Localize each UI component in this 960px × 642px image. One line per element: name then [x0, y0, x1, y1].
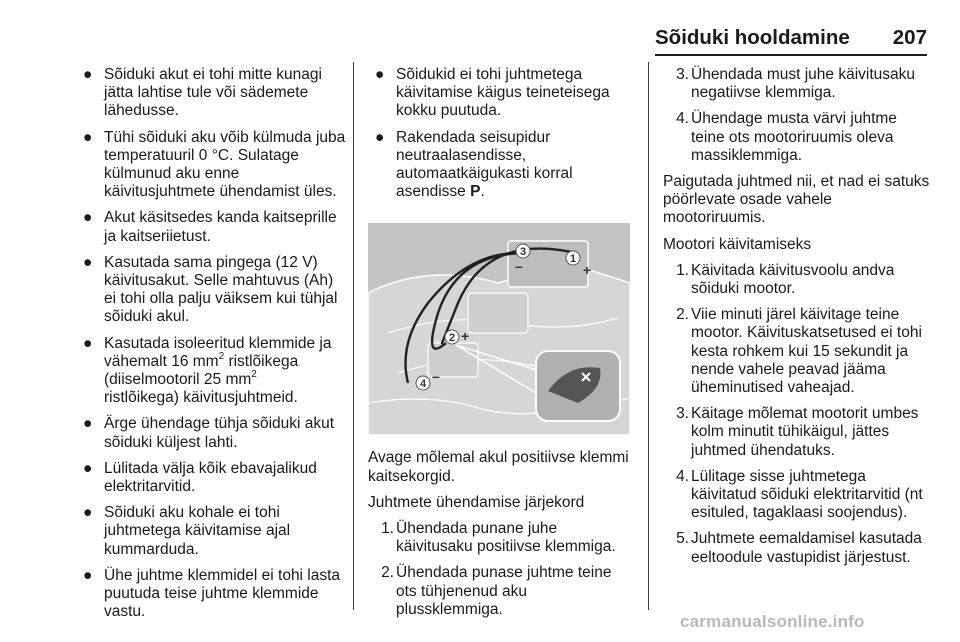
list-item: 1. Käivitada käivitusvoolu andva sõiduki mootor. [676, 261, 895, 298]
list-item: ● Ärge ühendage tühja sõiduki akut sõiduki küljest lahti. [83, 415, 335, 451]
bullet-icon: ● [83, 128, 93, 146]
marker-4: 4 [419, 378, 427, 391]
page-number: 207 [892, 26, 927, 49]
paragraph: Juhtmete ühendamise järjekord [368, 493, 585, 511]
list-item: ● Sõiduki aku kohale ei tohi juhtmetega käivitamise ajal kummarduda. [83, 504, 291, 558]
bullet-icon: ● [375, 66, 385, 83]
bullet-icon: ● [83, 253, 93, 271]
list-item: 5. Juhtmete eemaldamisel kasutada eeltoodule vastupidist järjestust. [676, 530, 922, 566]
column-divider-1 [353, 62, 354, 610]
list-item: ● Lülitada välja kõik ebavajalikud elektritarvitid. [83, 459, 317, 496]
bullet-icon: ● [83, 504, 93, 522]
list-item: ● Kasutada isoleeritud klemmide ja vähemalt 16 $mm^2$ ristlõikega (diiselmootoril 25 $mm^2$ ristlõikega) käivitusjuhtmeid. [83, 334, 332, 407]
watermark: carmanualsonline.info [680, 612, 865, 631]
jump-start-illustration [368, 223, 630, 435]
engine-bay-drawing [368, 223, 630, 435]
bullet-icon: ● [83, 66, 93, 83]
list-item: 2. Ühendada punase juhtme teine ots tühjenenud aku plussklemmiga. [381, 564, 612, 618]
list-item: ● Kasutada sama pingega (12 V) käivitusakut. Selle mahtuvus (Ah) ei tohi olla palju väiksem kui tühjal sõiduki akul. [83, 253, 338, 326]
column-3 [663, 66, 931, 575]
page-header [655, 26, 927, 52]
list-item: 2. Viie minuti järel käivitage teine mootor. Käivituskatsetused ei tohi kesta rohkem kui 15 sekundit ja nende vahele peavad jääma üheminutised vaheajad. [676, 306, 922, 397]
bullet-icon: ● [83, 334, 93, 352]
paragraph: Avage mõlemal akul positiivse klemmi kaitsekorgid. [368, 449, 629, 485]
list-item: 4. Ühendage musta värvi juhtme teine ots mootoriruumis oleva massiklemmiga. [676, 110, 897, 164]
list-item: ● Ühe juhtme klemmidel ei tohi lasta puutuda teise juhtme klemmide vastu. [83, 566, 341, 621]
bullet-icon: ● [375, 128, 385, 146]
bullet-icon: ● [83, 566, 93, 584]
list-item: ● Sõidukid ei tohi juhtmetega käivitamise käigus teineteisega kokku puutuda. [375, 66, 610, 120]
list-item: ● Tühi sõiduki aku võib külmuda juba temperatuuril 0 °C. Sulatage külmunud aku enne käivitusjuhtmete ühendamist üles. [83, 128, 346, 201]
list-item: 1. Ühendada punane juhe käivitusaku positiivse klemmiga. [381, 520, 616, 556]
paragraph: Mootori käivitamiseks [663, 235, 812, 253]
list-item: ● Akut käsitsedes kanda kaitseprille ja kaitseriietust. [83, 209, 337, 245]
svg-text:+: + [583, 262, 592, 279]
marker-3: 3 [519, 246, 527, 259]
list-item: 3. Ühendada must juhe käivitusaku negatiivse klemmiga. [676, 66, 916, 102]
list-item: ● Rakendada seisupidur neutraalasendisse, automaatkäigukasti korral asendisse P. [375, 128, 573, 201]
bullet-icon: ● [83, 415, 93, 433]
list-item: 3. Käitage mõlemat mootorit umbes kolm minutit tühikäigul, jättes juhtmed ühendatuks. [676, 405, 919, 459]
bullet-icon: ● [83, 459, 93, 477]
marker-2: 2 [448, 332, 456, 345]
list-item: ● Sõiduki akut ei tohi mitte kunagi jätta lahtise tule või sädemete lähedusse. [83, 66, 322, 120]
page-title: Sõiduki hooldamine [655, 26, 850, 49]
column-divider-2 [648, 62, 649, 610]
column-1 [76, 66, 348, 629]
svg-text:–: – [432, 368, 440, 385]
paragraph: Paigutada juhtmed nii, et nad ei satuks pöörlevate osade vahele mootoriruumis. [663, 173, 930, 227]
list-item: 4. Lülitage sisse juhtmetega käivitatud sõiduki elektritarvitid (nt esituled, tagaklaasi soojendus). [676, 467, 923, 522]
marker-1: 1 [569, 253, 577, 266]
svg-text:–: – [515, 258, 523, 275]
column-2 [368, 66, 636, 627]
bullet-icon: ● [83, 209, 93, 227]
svg-text:+: + [461, 328, 470, 345]
header-rule [655, 54, 927, 56]
